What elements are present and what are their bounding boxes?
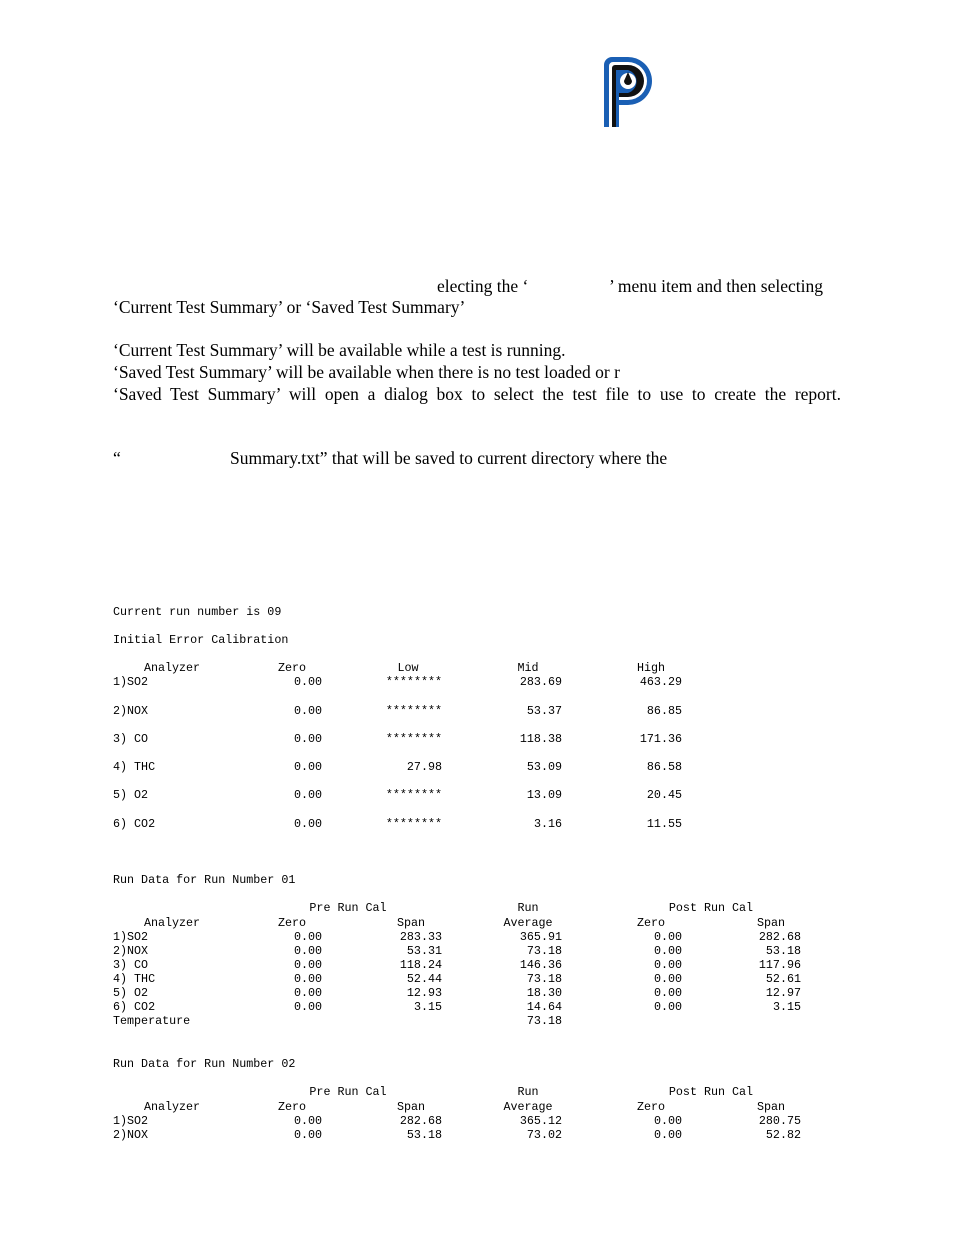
table-cell: 0.00 — [653, 958, 682, 972]
table-cell: 0.00 — [293, 944, 322, 958]
run-02-title: Run Data for Run Number 02 — [113, 1057, 296, 1071]
table-cell: 282.68 — [758, 930, 801, 944]
table-cell: ******** — [385, 675, 442, 689]
table-cell: 52.44 — [406, 972, 442, 986]
table-cell: 0.00 — [293, 760, 322, 774]
table-cell: ******** — [385, 704, 442, 718]
column-header: Low — [397, 661, 419, 675]
table-cell: 0.00 — [293, 732, 322, 746]
table-cell: 282.68 — [399, 1114, 442, 1128]
table-cell: 283.33 — [399, 930, 442, 944]
column-header: Span — [396, 916, 426, 930]
table-cell: ******** — [385, 732, 442, 746]
table-cell: 14.64 — [526, 1000, 562, 1014]
table-cell: 0.00 — [653, 1128, 682, 1142]
table-cell: 0.00 — [653, 944, 682, 958]
table-cell: 3.15 — [413, 1000, 442, 1014]
table-cell: 0.00 — [293, 972, 322, 986]
analyzer-name: 1)SO2 — [113, 675, 149, 689]
table-cell: 18.30 — [526, 986, 562, 1000]
group-header: Post Run Cal — [668, 1085, 754, 1099]
table-cell: 0.00 — [653, 1114, 682, 1128]
table-cell: 3.16 — [533, 817, 562, 831]
instruction-line-1a: electing the ‘ — [437, 276, 529, 296]
table-cell: 3.15 — [772, 1000, 801, 1014]
group-header: Pre Run Cal — [309, 1085, 387, 1099]
table-cell: 0.00 — [293, 1114, 322, 1128]
output-file-note: Summary.txt” that will be saved to current directory where the — [230, 448, 668, 468]
table-cell: 12.97 — [765, 986, 801, 1000]
table-cell: 365.12 — [519, 1114, 562, 1128]
analyzer-name: 6) CO2 — [113, 817, 156, 831]
table-cell: 73.18 — [526, 944, 562, 958]
table-cell: 53.31 — [406, 944, 442, 958]
column-header: High — [636, 661, 666, 675]
table-cell: 73.18 — [526, 972, 562, 986]
analyzer-name: 3) CO — [113, 732, 149, 746]
analyzer-name: 5) O2 — [113, 788, 149, 802]
initial-error-title: Initial Error Calibration — [113, 633, 289, 647]
table-cell: 365.91 — [519, 930, 562, 944]
company-logo — [600, 55, 654, 129]
analyzer-name: 2)NOX — [113, 704, 149, 718]
run-01-title: Run Data for Run Number 01 — [113, 873, 296, 887]
table-cell: 463.29 — [639, 675, 682, 689]
group-header: Run — [517, 1085, 539, 1099]
column-header: Zero — [277, 1100, 307, 1114]
table-cell: ******** — [385, 817, 442, 831]
table-cell: 53.37 — [526, 704, 562, 718]
group-header: Post Run Cal — [668, 901, 754, 915]
table-cell: 20.45 — [646, 788, 682, 802]
saved-summary-note: ‘Saved Test Summary’ will be available when there is no test loaded or r — [113, 362, 620, 382]
column-header: Analyzer — [143, 1100, 201, 1114]
table-cell: 0.00 — [293, 675, 322, 689]
analyzer-name: 2)NOX — [113, 944, 149, 958]
table-cell: 0.00 — [293, 1000, 322, 1014]
column-header: Analyzer — [143, 661, 201, 675]
current-run-number: Current run number is 09 — [113, 605, 282, 619]
column-header: Span — [756, 916, 786, 930]
table-cell: ******** — [385, 788, 442, 802]
analyzer-name: 4) THC — [113, 760, 156, 774]
table-cell: 53.18 — [406, 1128, 442, 1142]
table-cell: 171.36 — [639, 732, 682, 746]
output-file-quote: “ — [113, 448, 121, 468]
table-cell: 0.00 — [293, 817, 322, 831]
table-cell: 118.24 — [399, 958, 442, 972]
table-cell: 117.96 — [758, 958, 801, 972]
column-header: Zero — [636, 916, 666, 930]
table-cell: 86.58 — [646, 760, 682, 774]
analyzer-name: 1)SO2 — [113, 1114, 149, 1128]
table-cell: 0.00 — [293, 986, 322, 1000]
instruction-line-2: ‘Current Test Summary’ or ‘Saved Test Summary’ — [113, 297, 466, 317]
column-header: Average — [503, 916, 553, 930]
table-cell: 52.61 — [765, 972, 801, 986]
table-cell: 0.00 — [293, 704, 322, 718]
table-cell: 0.00 — [653, 986, 682, 1000]
analyzer-name: 3) CO — [113, 958, 149, 972]
column-header: Zero — [636, 1100, 666, 1114]
table-cell: 12.93 — [406, 986, 442, 1000]
table-cell: 118.38 — [519, 732, 562, 746]
analyzer-name: 5) O2 — [113, 986, 149, 1000]
column-header: Zero — [277, 916, 307, 930]
column-header: Span — [756, 1100, 786, 1114]
table-cell: 0.00 — [653, 1000, 682, 1014]
column-header: Average — [503, 1100, 553, 1114]
analyzer-name: 6) CO2 — [113, 1000, 156, 1014]
analyzer-name: 2)NOX — [113, 1128, 149, 1142]
column-header: Span — [396, 1100, 426, 1114]
column-header: Analyzer — [143, 916, 201, 930]
temperature-value: 73.18 — [526, 1014, 562, 1028]
table-cell: 52.82 — [765, 1128, 801, 1142]
table-cell: 13.09 — [526, 788, 562, 802]
table-cell: 146.36 — [519, 958, 562, 972]
table-cell: 73.02 — [526, 1128, 562, 1142]
group-header: Pre Run Cal — [309, 901, 387, 915]
saved-summary-dialog-note: ‘Saved Test Summary’ will open a dialog box to select the test file to use to create the report. — [113, 384, 841, 404]
group-header: Run — [517, 901, 539, 915]
instruction-line-1b: ’ menu item and then selecting — [609, 276, 823, 296]
table-cell: 0.00 — [293, 930, 322, 944]
table-cell: 0.00 — [293, 788, 322, 802]
current-summary-note: ‘Current Test Summary’ will be available while a test is running. — [113, 340, 566, 360]
table-cell: 280.75 — [758, 1114, 801, 1128]
table-cell: 0.00 — [653, 972, 682, 986]
temperature-label: Temperature — [113, 1014, 191, 1028]
table-cell: 27.98 — [406, 760, 442, 774]
table-cell: 0.00 — [293, 958, 322, 972]
table-cell: 86.85 — [646, 704, 682, 718]
table-cell: 11.55 — [646, 817, 682, 831]
table-cell: 283.69 — [519, 675, 562, 689]
table-cell: 53.18 — [765, 944, 801, 958]
table-cell: 53.09 — [526, 760, 562, 774]
analyzer-name: 4) THC — [113, 972, 156, 986]
table-cell: 0.00 — [653, 930, 682, 944]
column-header: Zero — [277, 661, 307, 675]
analyzer-name: 1)SO2 — [113, 930, 149, 944]
table-cell: 0.00 — [293, 1128, 322, 1142]
column-header: Mid — [517, 661, 539, 675]
